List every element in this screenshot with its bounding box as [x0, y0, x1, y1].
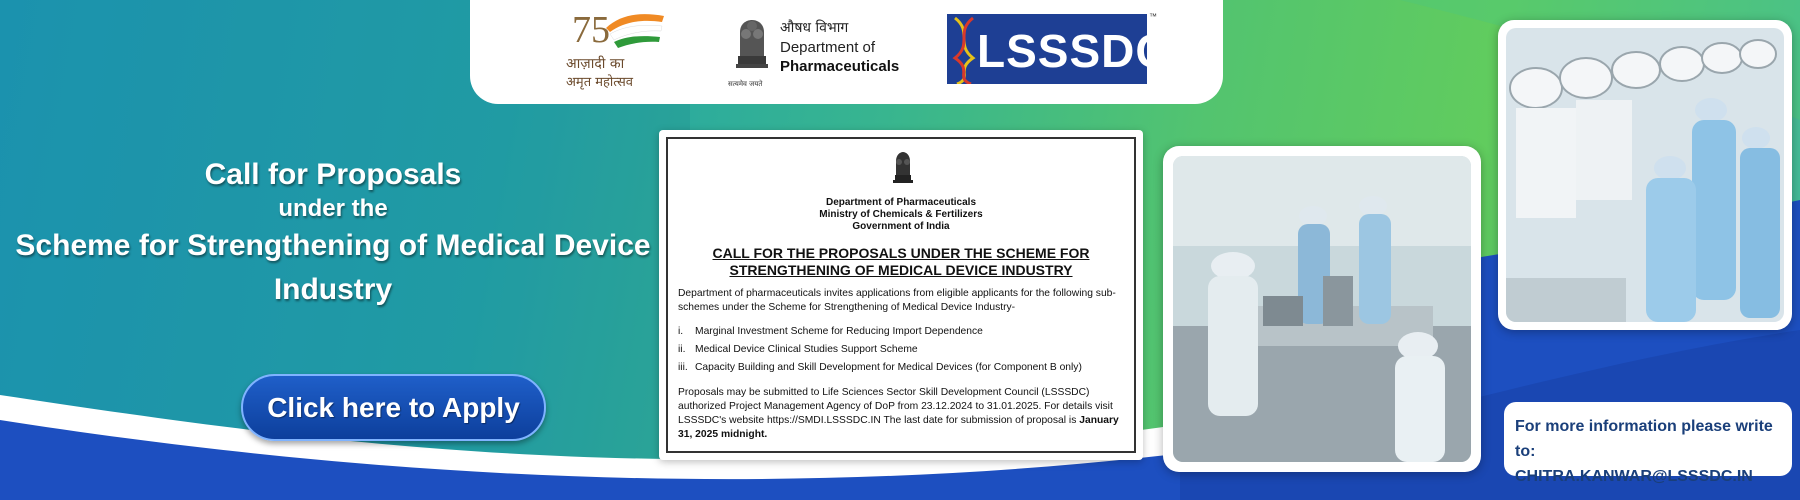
lsssdc-logo-text: LSSSDC [977, 25, 1170, 77]
notice-border [666, 137, 1136, 453]
notice-title-line2: STRENGTHENING OF MEDICAL DEVICE INDUSTRY [729, 262, 1073, 278]
lab-workers-photo [1163, 146, 1481, 472]
notice-intro: Department of pharmaceuticals invites applications from eligible applicants for the following sub-schemes under the Scheme for Strengthening of Medical Device Industry- [678, 288, 1116, 313]
azadi-ka-amrit-mahotsav-logo [566, 8, 676, 88]
production-line-photo [1498, 20, 1792, 330]
notice-closing-text: Proposals may be submitted to Life Sciences Sector Skill Development Council (LSSSDC) authorized Project Management Agency of DoP from 23.12.2024 to 31.01.2025. For details visit LSSSDC's website https://SMDI.LSSSDC.IN The last date for submission of proposal is [678, 387, 1113, 426]
notice-closing [678, 386, 1133, 442]
lsssdc-logo [947, 12, 1170, 84]
azadi-number: 75 [572, 9, 610, 51]
headline-line2: under the [278, 195, 388, 222]
notice-title-line1: CALL FOR THE PROPOSALS UNDER THE SCHEME FOR [712, 245, 1090, 261]
notice-document [659, 130, 1143, 460]
contact-email-link[interactable]: CHITRA.KANWAR@LSSSDC.IN [1515, 468, 1753, 485]
notice-title [668, 245, 1134, 279]
notice-scheme-list [678, 323, 1133, 377]
headline [0, 156, 666, 312]
list-item [678, 341, 1133, 359]
logo-strip [470, 0, 1223, 104]
list-item-text: Capacity Building and Skill Development for Medical Devices (for Component B only) [695, 362, 1082, 373]
notice-department-block [668, 197, 1134, 233]
emblem-icon [890, 147, 916, 187]
dop-line1: Department of [780, 39, 876, 56]
dop-hindi-text: औषध विभाग [780, 20, 849, 36]
contact-info-box [1504, 402, 1792, 485]
notice-deadline: January 31, 2025 midnight. [678, 415, 1119, 440]
lsssdc-trademark: ™ [1149, 12, 1157, 21]
click-here-to-apply-button[interactable]: Click here to Apply [241, 374, 546, 441]
list-item-number: iii. [678, 362, 688, 373]
headline-line4: Industry [273, 273, 393, 306]
azadi-bottom-text: अमृत महोत्सव [566, 75, 634, 90]
azadi-top-text: आज़ादी का [566, 56, 625, 72]
dop-motto: सत्यमेव जयते [728, 80, 763, 88]
list-item [678, 323, 1133, 341]
list-item-text: Marginal Investment Scheme for Reducing Import Dependence [695, 326, 983, 337]
headline-line3: Scheme for Strengthening of Medical Device [15, 229, 651, 262]
headline-line1: Call for Proposals [204, 158, 462, 191]
dop-line2: Pharmaceuticals [780, 58, 900, 75]
department-of-pharmaceuticals-logo [728, 10, 928, 92]
lab-photo-illustration [1173, 156, 1471, 462]
dna-helix-icon [949, 14, 979, 84]
production-photo-illustration [1506, 28, 1784, 322]
notice-dept-line1: Department of Pharmaceuticals [825, 197, 977, 208]
list-item-text: Medical Device Clinical Studies Support Scheme [695, 344, 918, 355]
list-item [678, 359, 1133, 377]
list-item-number: ii. [678, 344, 686, 355]
notice-dept-line3: Government of India [852, 221, 950, 232]
national-emblem-icon [730, 12, 774, 78]
notice-dept-line2: Ministry of Chemicals & Fertilizers [819, 209, 983, 220]
list-item-number: i. [678, 326, 684, 337]
contact-line: For more information please write to: [1515, 418, 1773, 460]
